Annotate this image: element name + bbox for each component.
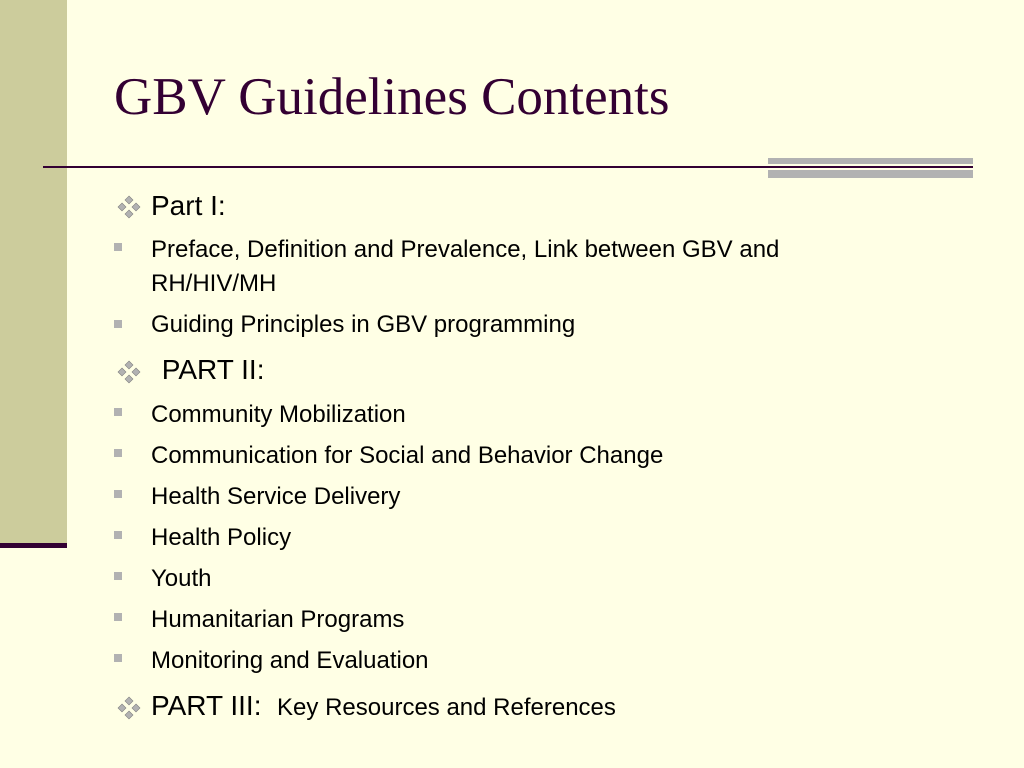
four-diamond-bullet-icon [114,360,144,384]
square-bullet-icon [114,654,122,662]
section-heading-label: PART III: [151,690,262,721]
list-item: Community Mobilization [151,401,406,428]
square-bullet-icon [114,408,122,416]
list-item: Communication for Social and Behavior Change [151,442,664,469]
square-bullet-icon [114,531,122,539]
section-heading: Part I: [151,190,226,221]
square-bullet-icon [114,490,122,498]
slide-title: GBV Guidelines Contents [114,68,670,126]
list-item: Guiding Principles in GBV programming [151,311,576,338]
section-heading: PART II: [154,354,265,385]
list-item-continuation: RH/HIV/MH [151,270,277,297]
list-item: Monitoring and Evaluation [151,647,429,674]
list-item: Humanitarian Programs [151,606,405,633]
square-bullet-icon [114,572,122,580]
list-item: Health Service Delivery [151,483,401,510]
four-diamond-bullet-icon [114,195,144,219]
list-item: Youth [151,565,212,592]
square-bullet-icon [114,320,122,328]
square-bullet-icon [114,243,122,251]
square-bullet-icon [114,449,122,457]
list-item: Health Policy [151,524,292,551]
square-bullet-icon [114,613,122,621]
four-diamond-bullet-icon [114,696,144,720]
section-heading-tail: Key Resources and References [277,694,616,721]
list-item: Preface, Definition and Prevalence, Link between GBV and [151,236,780,263]
section-heading [151,690,616,722]
